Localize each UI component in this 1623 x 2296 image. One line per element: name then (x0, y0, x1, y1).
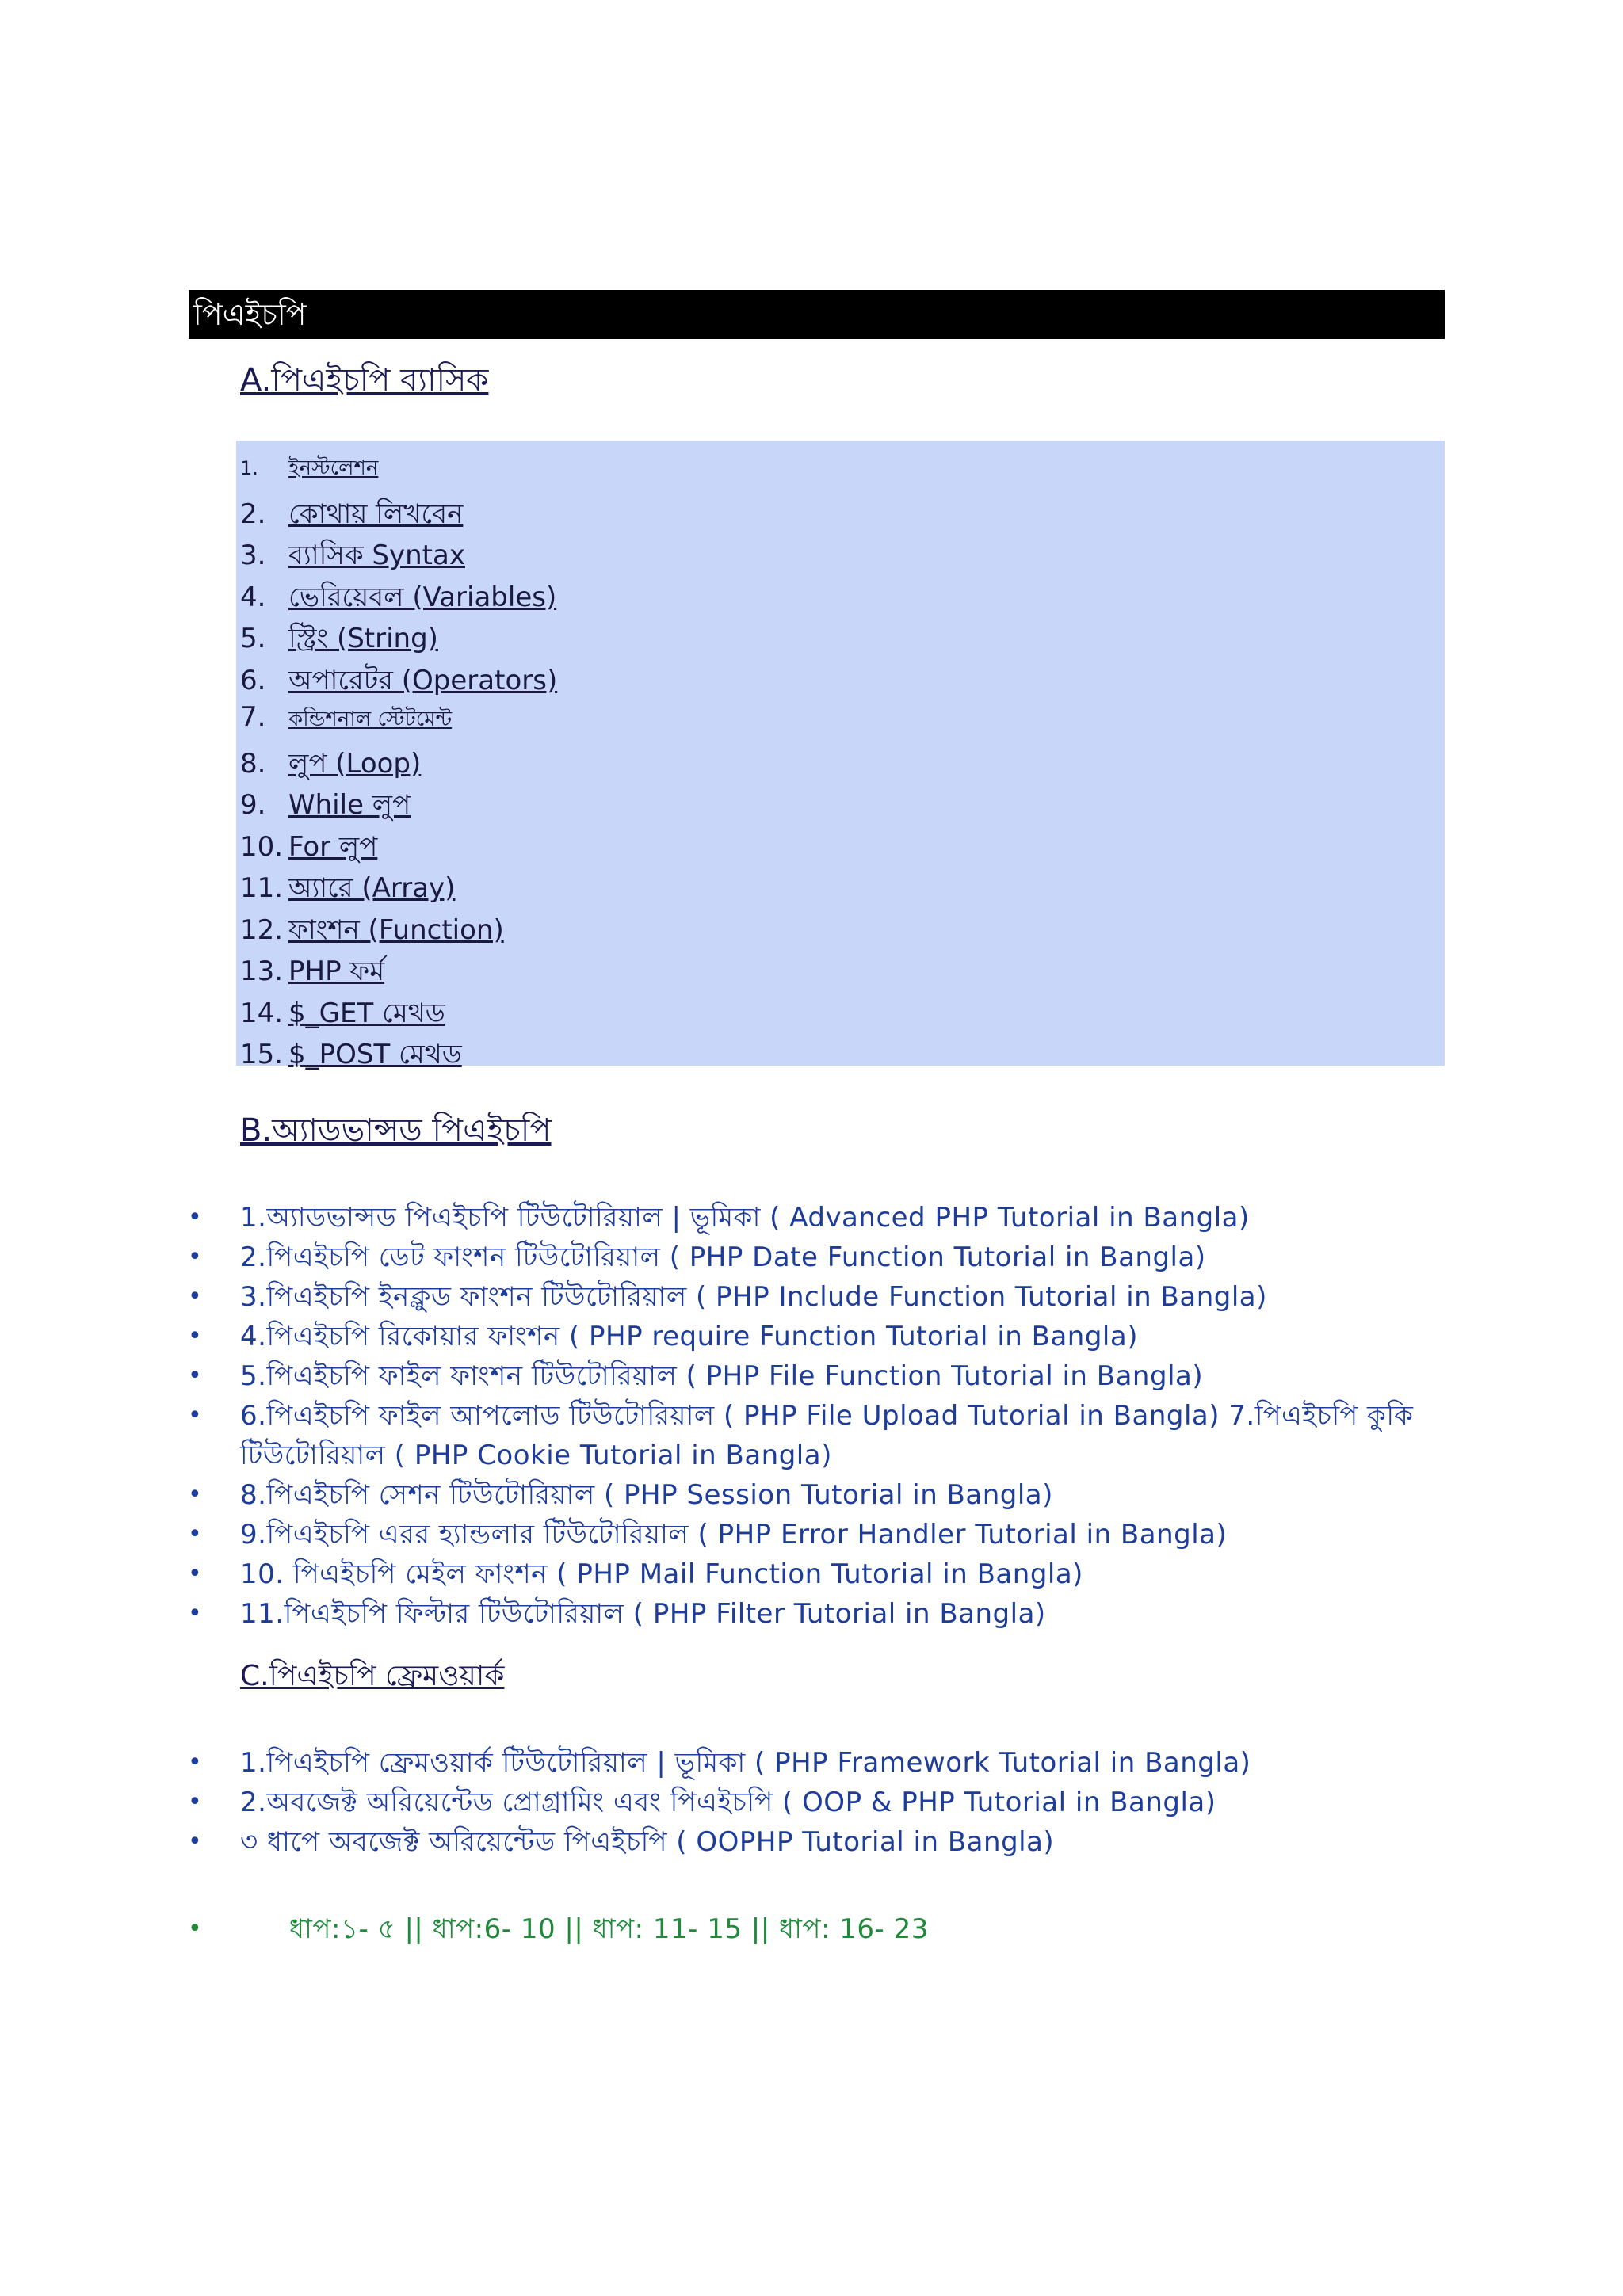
list-item[interactable] (240, 743, 557, 785)
list-item[interactable] (240, 494, 557, 536)
section-b-title[interactable]: B.অ্যাডভান্সড পিএইচপি (240, 1112, 552, 1149)
list-item[interactable] (240, 868, 557, 910)
list-item[interactable] (240, 660, 557, 702)
list-item[interactable]: • 11.পিএইচপি ফিল্টার টিউটোরিয়াল ( PHP Filter Tutorial in Bangla) (188, 1594, 1445, 1634)
list-item-number: 2. (240, 498, 266, 530)
section-a-title[interactable]: A.পিএইচপি ব্যাসিক (240, 362, 489, 399)
list-item[interactable] (240, 577, 557, 619)
list-item[interactable] (240, 784, 557, 826)
list-item-link[interactable]: কোথায় লিখবেন (288, 498, 464, 530)
list-item[interactable] (240, 701, 557, 743)
list-item[interactable] (240, 452, 557, 494)
advanced-topics-list (188, 1198, 1445, 1634)
list-item-number: 7. (240, 701, 266, 733)
section-c-title[interactable]: C.পিএইচপি ফ্রেমওয়ার্ক (240, 1660, 505, 1692)
page-header-bar (189, 290, 1445, 339)
framework-topics-list (188, 1743, 1251, 1862)
list-item-link[interactable]: For লুপ (288, 830, 378, 863)
list-item[interactable]: • 8.পিএইচপি সেশন টিউটোরিয়াল ( PHP Session Tutorial in Bangla) (188, 1475, 1445, 1515)
list-item-link[interactable]: স্ট্রিং (String) (288, 623, 438, 654)
list-item[interactable]: • ৩ ধাপে অবজেক্ট অরিয়েন্টেড পিএইচপি ( OOPHP Tutorial in Bangla) (188, 1822, 1251, 1862)
list-item-link[interactable]: কন্ডিশনাল স্টেটমেন্ট (288, 707, 453, 731)
list-item-link[interactable]: PHP ফর্ম (288, 955, 385, 987)
list-item-number: 9. (240, 789, 266, 821)
list-item-number: 8. (240, 747, 266, 780)
list-item-link[interactable]: $_GET মেথড (288, 997, 445, 1029)
list-item[interactable] (240, 951, 557, 993)
list-item[interactable] (240, 910, 557, 952)
steps-links[interactable]: • ধাপ:১- ৫ || ধাপ:6- 10 || ধাপ: 11- 15 || ধাপ: 16- 23 (188, 1909, 929, 1949)
list-item-number: 10. (240, 830, 284, 863)
list-item-number: 11. (240, 872, 284, 904)
list-item[interactable]: • 6.পিএইচপি ফাইল আপলোড টিউটোরিয়াল ( PHP File Upload Tutorial in Bangla) 7.পিএইচপি কুকি টিউটোরিয়াল ( PHP Cookie Tutorial in Bangla) (188, 1396, 1445, 1475)
page-header-title: পিএইচপি (193, 297, 307, 332)
list-item-link[interactable]: লুপ (Loop) (288, 747, 422, 780)
list-item-number: 14. (240, 997, 284, 1029)
list-item-link[interactable]: ইনস্টলেশন (288, 456, 379, 480)
list-item[interactable]: • 2.পিএইচপি ডেট ফাংশন টিউটোরিয়াল ( PHP Date Function Tutorial in Bangla) (188, 1238, 1445, 1277)
list-item-link[interactable]: $_POST মেথড (288, 1039, 462, 1070)
list-item[interactable] (240, 826, 557, 868)
list-item-number: 3. (240, 540, 266, 571)
list-item[interactable]: • 1.পিএইচপি ফ্রেমওয়ার্ক টিউটোরিয়াল | ভূমিকা ( PHP Framework Tutorial in Bangla) (188, 1743, 1251, 1783)
list-item-link[interactable]: ব্যাসিক Syntax (288, 540, 465, 571)
list-item-number: 12. (240, 913, 284, 946)
list-item[interactable]: • 4.পিএইচপি রিকোয়ার ফাংশন ( PHP require Function Tutorial in Bangla) (188, 1317, 1445, 1356)
list-item-number: 5. (240, 623, 266, 654)
list-item[interactable] (240, 618, 557, 660)
list-item[interactable]: • 1.অ্যাডভান্সড পিএইচপি টিউটোরিয়াল | ভূমিকা ( Advanced PHP Tutorial in Bangla) (188, 1198, 1445, 1238)
list-item-link[interactable]: While লুপ (288, 789, 411, 821)
list-item[interactable]: • 3.পিএইচপি ইনক্লুড ফাংশন টিউটোরিয়াল ( PHP Include Function Tutorial in Bangla) (188, 1277, 1445, 1317)
list-item-number: 4. (240, 581, 266, 613)
list-item-number: 15. (240, 1039, 284, 1070)
list-item-link[interactable]: ভেরিয়েবল (Variables) (288, 581, 557, 613)
list-item[interactable]: • 9.পিএইচপি এরর হ্যান্ডলার টিউটোরিয়াল ( PHP Error Handler Tutorial in Bangla) (188, 1515, 1445, 1554)
list-item[interactable] (240, 1034, 557, 1076)
list-item-link[interactable]: অপারেটর (Operators) (288, 664, 558, 696)
list-item[interactable]: • 2.অবজেক্ট অরিয়েন্টেড প্রোগ্রামিং এবং পিএইচপি ( OOP & PHP Tutorial in Bangla) (188, 1783, 1251, 1822)
list-item-number: 6. (240, 664, 266, 696)
list-item-number: 1. (240, 457, 258, 479)
list-item[interactable] (240, 535, 557, 577)
list-item[interactable] (240, 993, 557, 1035)
list-item-link[interactable]: অ্যারে (Array) (288, 872, 456, 904)
list-item[interactable]: • 10. পিএইচপি মেইল ফাংশন ( PHP Mail Function Tutorial in Bangla) (188, 1554, 1445, 1594)
list-item-link[interactable]: ফাংশন (Function) (288, 913, 504, 946)
steps-list (188, 1909, 929, 1949)
list-item-number: 13. (240, 955, 284, 987)
list-item[interactable]: • 5.পিএইচপি ফাইল ফাংশন টিউটোরিয়াল ( PHP File Function Tutorial in Bangla) (188, 1356, 1445, 1396)
basic-topics-list (240, 452, 557, 1076)
